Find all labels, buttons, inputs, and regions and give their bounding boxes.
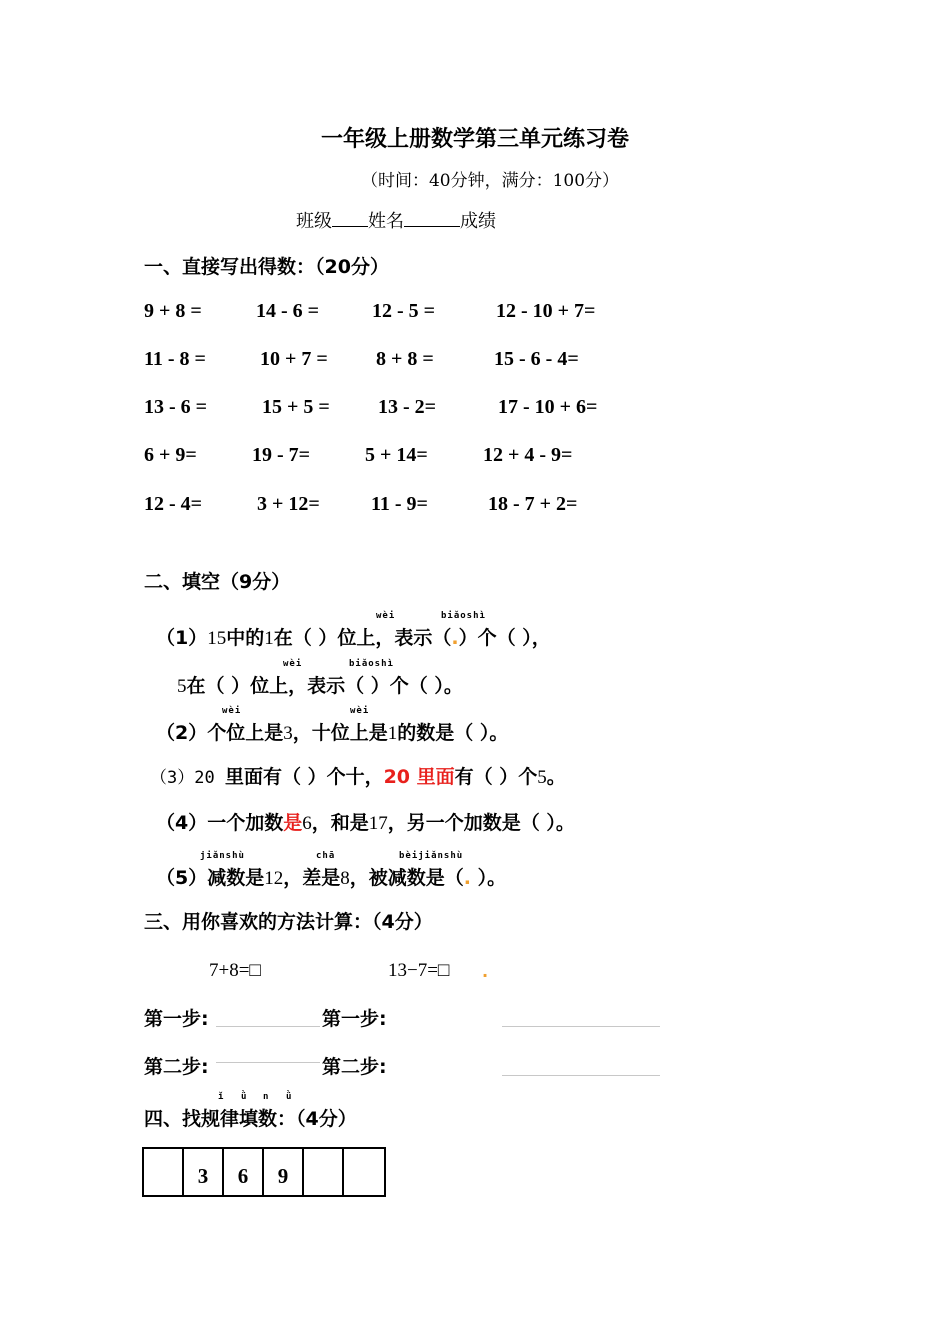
question-1b [177, 671, 463, 698]
arithmetic-problem: 14 - 6 = [256, 300, 320, 322]
q5-num-8: 8 [340, 868, 350, 889]
arithmetic-problem: 12 - 4= [144, 493, 203, 515]
q4-num-6: 6 [302, 813, 312, 834]
pattern-cell-6[interactable] [344, 1149, 384, 1195]
q3-num-5: 5 [537, 767, 547, 788]
name-label: 姓名 [368, 211, 404, 232]
step1-label-right: 第一步: [322, 1008, 387, 1030]
pinyin-biaoshi: biǎoshì [441, 611, 486, 621]
section4-title: 四、找规律填数：（4分） [144, 1108, 357, 1130]
q3-number: （3）20 [150, 768, 225, 788]
q3-text-2: 有（ ）个 [454, 766, 538, 788]
arithmetic-problem: 17 - 10 + 6= [498, 396, 598, 418]
score-label: 成绩 [460, 211, 496, 232]
q5-text-3: ，被减数是（ [349, 867, 464, 889]
arithmetic-problem: 15 - 6 - 4= [494, 348, 579, 370]
pinyin-wei-3: wèi [222, 706, 242, 716]
step2-label-right: 第二步: [322, 1056, 387, 1078]
q1b-text: 在（ ）位上，表示（ ）个（ ）。 [186, 675, 463, 697]
q4-text-1: 一个加数 [207, 812, 284, 834]
pattern-cell-2: 3 [184, 1149, 224, 1195]
q5-num-12: 12 [264, 868, 284, 889]
exam-subtitle: （时间：40分钟，满分：100分） [360, 171, 620, 191]
step1-label-left: 第一步: [144, 1008, 209, 1030]
q1-text-2: 在（ ）位上，表示（ [273, 627, 452, 649]
page-title: 一年级上册数学第三单元练习卷 [320, 127, 629, 152]
arithmetic-problem: 11 - 9= [371, 493, 428, 515]
question-4 [156, 808, 575, 835]
question-5 [156, 863, 506, 890]
q4-text-3: ，另一个加数是（ ）。 [387, 812, 575, 834]
q1-number: （1） [156, 627, 208, 649]
q2-text-2: ，十位上是 [292, 722, 388, 744]
q5-text-1: 减数是 [207, 867, 265, 889]
decorative-dot: . [482, 962, 489, 981]
pinyin-wei-2: wèi [283, 659, 303, 669]
q1-text-1: 中的 [226, 627, 265, 649]
arithmetic-problem: 9 + 8 = [144, 300, 202, 322]
q2-num-1: 1 [387, 723, 398, 744]
answer-line-1-right[interactable] [502, 1026, 660, 1027]
pinyin-beijianshu: bèijiǎnshù [399, 851, 464, 861]
arithmetic-problem: 6 + 9= [144, 444, 197, 466]
arithmetic-problem: 12 + 4 - 9= [483, 444, 573, 466]
q1-num-1: 1 [264, 628, 274, 649]
q5-text-4: ）。 [471, 867, 507, 889]
pinyin-2: ǜ [241, 1092, 248, 1102]
pattern-cell-5[interactable] [304, 1149, 344, 1195]
q3-text-1: 里面有（ ）个十， [224, 766, 384, 788]
arithmetic-problem: 12 - 10 + 7= [496, 300, 596, 322]
section1-title: 一、直接写出得数：（20分） [144, 256, 389, 278]
name-blank[interactable] [404, 208, 460, 227]
section2-title: 二、填空（9分） [144, 571, 291, 593]
arithmetic-problem: 5 + 14= [365, 444, 428, 466]
pinyin-1: ǐ [218, 1092, 225, 1102]
class-label: 班级 [296, 211, 332, 232]
q4-number: （4） [156, 812, 208, 834]
q2-text-3: 的数是（ ）。 [397, 722, 509, 744]
q5-number: （5） [156, 867, 208, 889]
pinyin-wei: wèi [376, 611, 396, 621]
q1-dot: . [451, 627, 459, 649]
answer-line-2-left[interactable] [216, 1062, 320, 1063]
pinyin-4: ǜ [286, 1092, 293, 1102]
student-info-line [296, 207, 496, 233]
pattern-cell-1[interactable] [144, 1149, 184, 1195]
pattern-cell-4: 9 [264, 1149, 304, 1195]
pinyin-wei-4: wèi [350, 706, 370, 716]
pinyin-jianshu: jiǎnshù [200, 851, 245, 861]
question-2 [156, 718, 508, 745]
q3-text-3: 。 [546, 766, 566, 788]
q1-text-3: ）个（ ）， [458, 627, 551, 649]
q2-number: （2） [156, 722, 208, 744]
q4-num-17: 17 [368, 813, 388, 834]
q5-dot: . [463, 867, 471, 889]
arithmetic-problem: 18 - 7 + 2= [488, 493, 578, 515]
q2-num-3: 3 [283, 723, 293, 744]
q1-num-15: 15 [207, 628, 227, 649]
step2-label-left: 第二步: [144, 1056, 209, 1078]
calc-expression-1: 7+8=□ [209, 960, 261, 981]
pinyin-3: n [263, 1092, 270, 1102]
arithmetic-problem: 3 + 12= [257, 493, 320, 515]
arithmetic-problem: 13 - 2= [378, 396, 437, 418]
q2-text-1: 个位上是 [207, 722, 284, 744]
question-1a [156, 623, 551, 650]
q5-text-2: ，差是 [283, 867, 341, 889]
class-blank[interactable] [332, 208, 368, 227]
q4-text-2: ，和是 [311, 812, 369, 834]
arithmetic-problem: 13 - 6 = [144, 396, 208, 418]
answer-line-1-left[interactable] [216, 1026, 320, 1027]
arithmetic-problem: 8 + 8 = [376, 348, 434, 370]
arithmetic-problem: 10 + 7 = [260, 348, 328, 370]
q1b-num-5: 5 [177, 676, 187, 697]
answer-line-2-right[interactable] [502, 1075, 660, 1076]
arithmetic-problem: 12 - 5 = [372, 300, 436, 322]
section3-title: 三、用你喜欢的方法计算：（4分） [144, 911, 433, 933]
arithmetic-problem: 11 - 8 = [144, 348, 206, 370]
pinyin-biaoshi-2: biǎoshì [349, 659, 394, 669]
q4-red-text: 是 [283, 812, 303, 834]
pattern-cell-3: 6 [224, 1149, 264, 1195]
pinyin-cha: chā [316, 851, 336, 861]
arithmetic-problem: 19 - 7= [252, 444, 311, 466]
pattern-grid [142, 1147, 386, 1197]
question-3 [150, 762, 566, 789]
calc-expression-2: 13−7=□ [388, 960, 450, 981]
q3-red-text: 20 里面 [383, 766, 455, 788]
arithmetic-problem: 15 + 5 = [262, 396, 330, 418]
